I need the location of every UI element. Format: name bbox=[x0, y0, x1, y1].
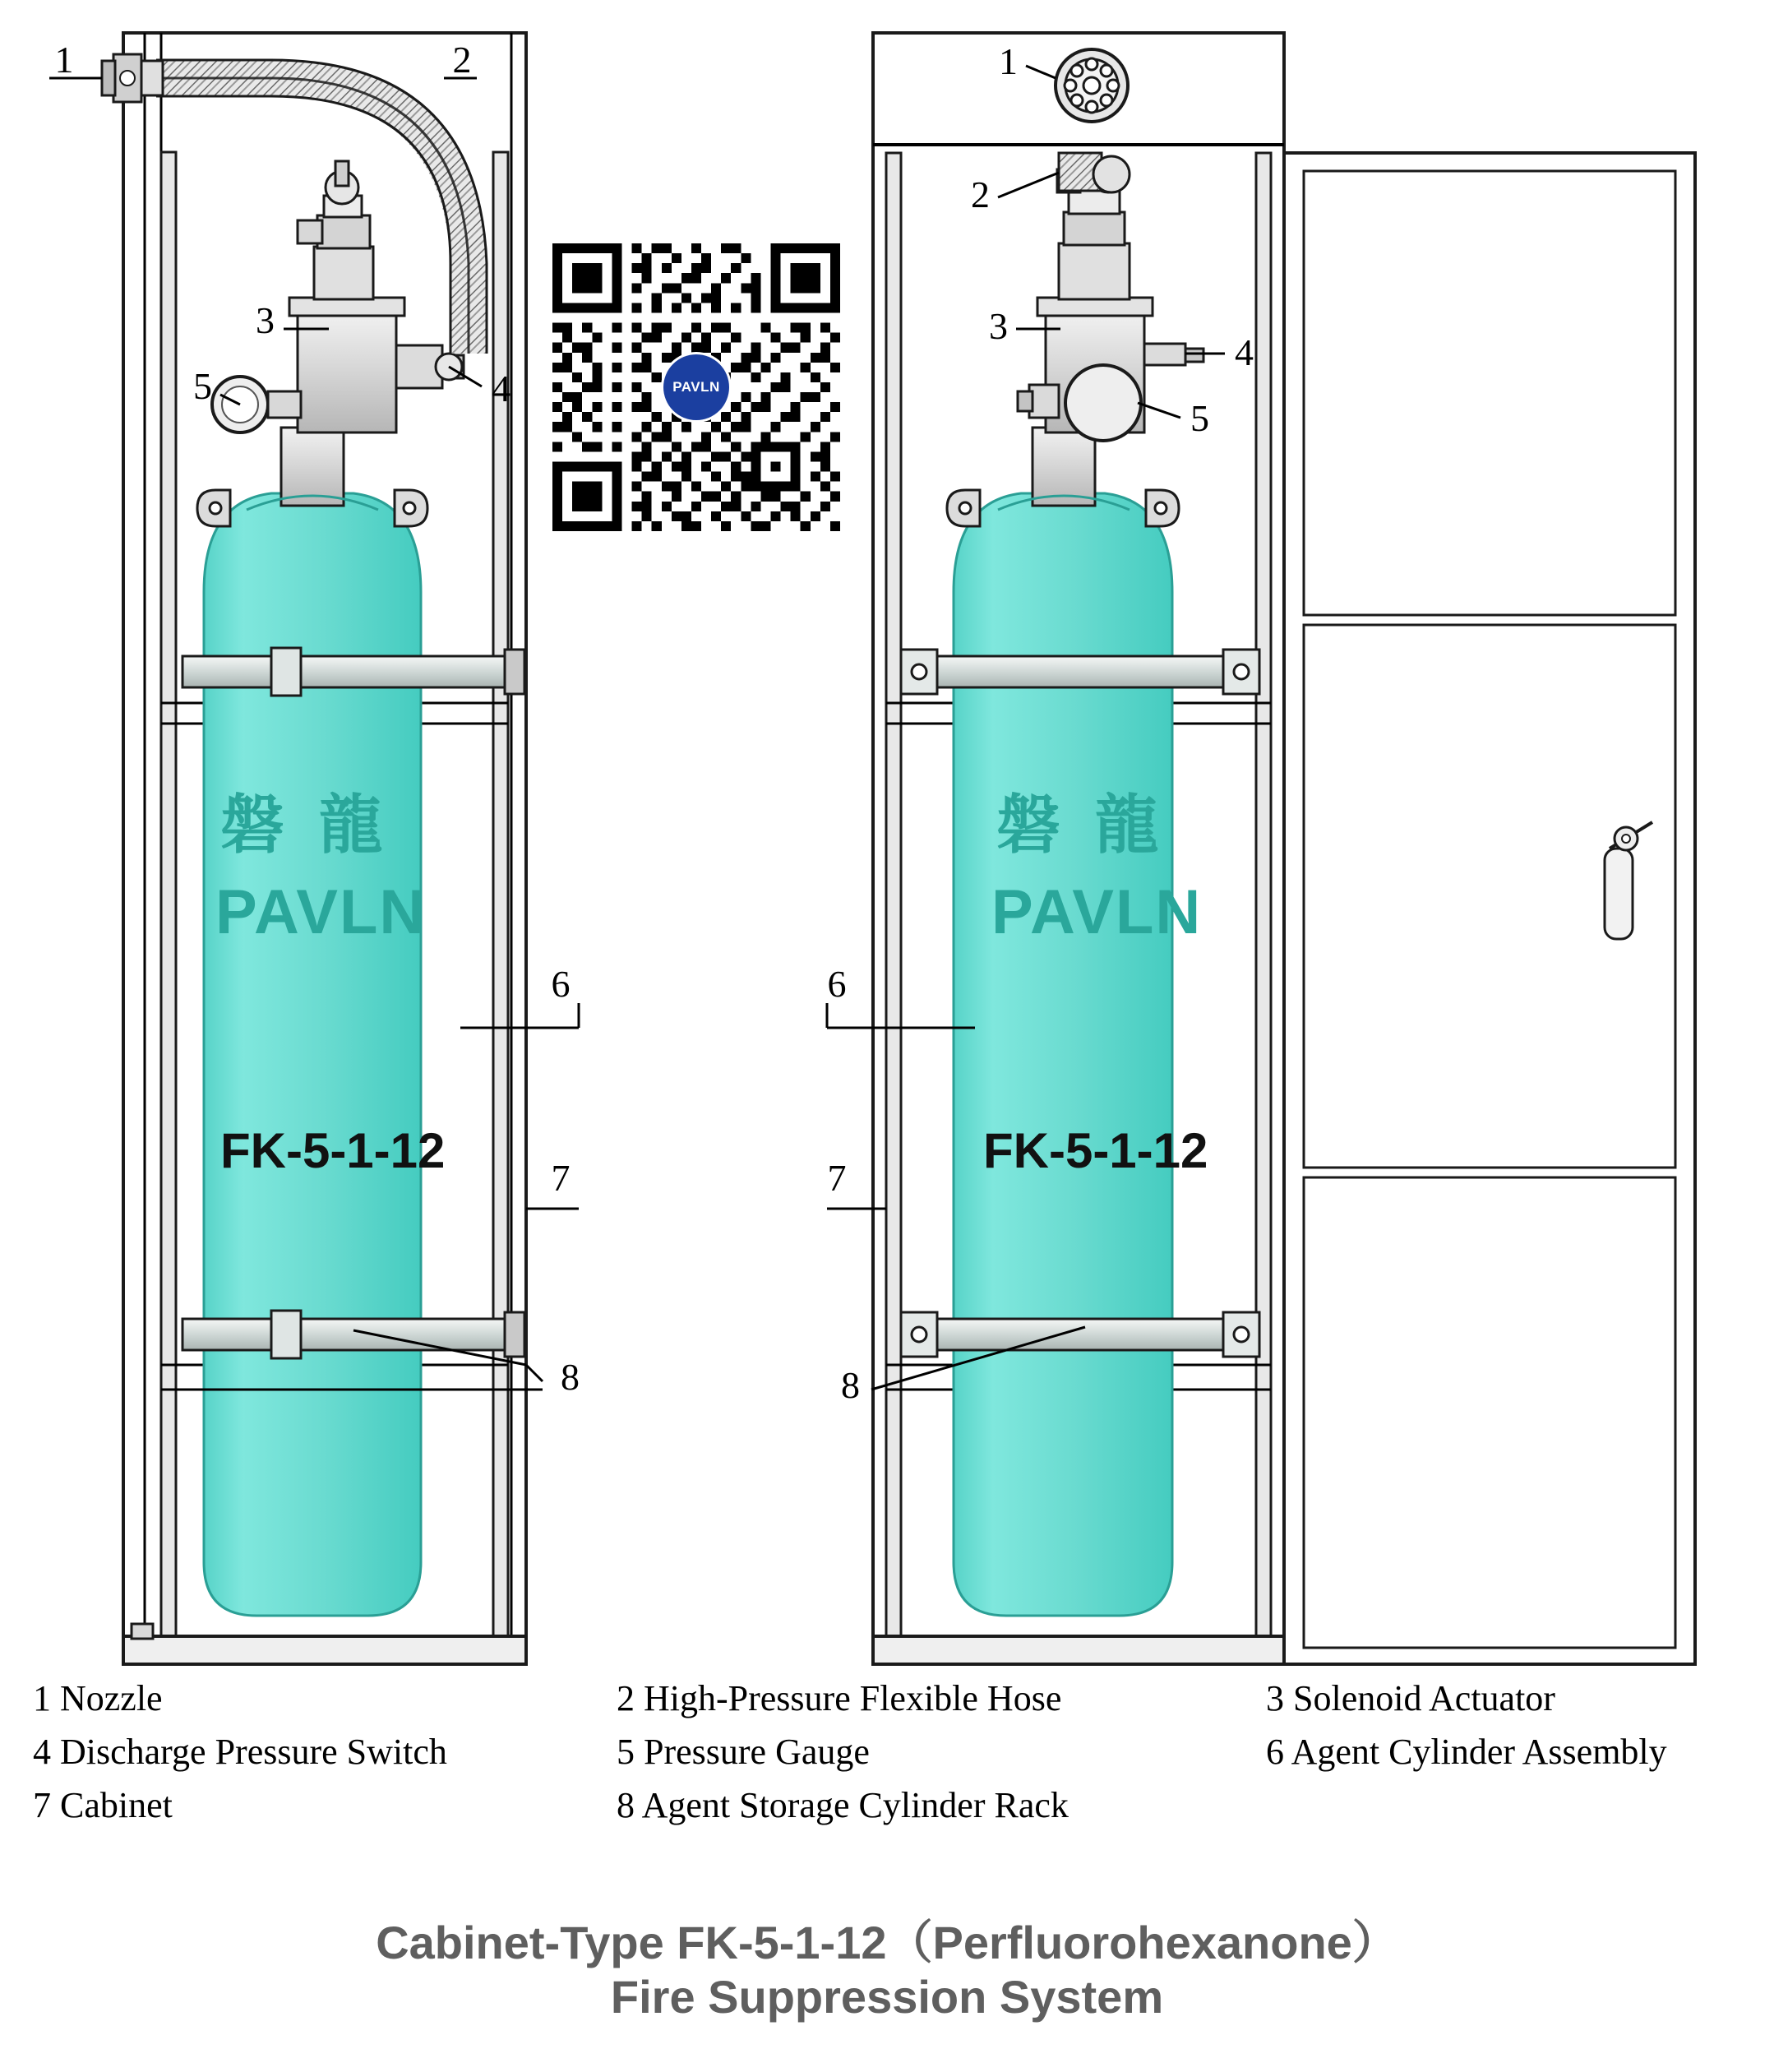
callout-right-8: 8 bbox=[841, 1364, 860, 1406]
callout-right-4: 4 bbox=[1235, 331, 1254, 373]
callout-right-6: 6 bbox=[827, 963, 847, 1005]
legend-item-8: 8 Agent Storage Cylinder Rack bbox=[617, 1785, 1069, 1825]
callout-left-2: 2 bbox=[452, 39, 472, 81]
callout-right-3: 3 bbox=[989, 305, 1008, 347]
nozzle-left bbox=[102, 54, 163, 102]
cylinder-brand-en-left: PAVLN bbox=[215, 877, 427, 947]
callout-left-1: 1 bbox=[54, 39, 74, 81]
door-section-bottom bbox=[1304, 1177, 1675, 1648]
callout-left-3: 3 bbox=[256, 299, 275, 341]
legend-item-3: 3 Solenoid Actuator bbox=[1266, 1678, 1555, 1718]
legend-row bbox=[33, 1784, 1759, 1826]
cylinder-rack-band-right-bottom bbox=[901, 1312, 1259, 1357]
nozzle-right bbox=[1056, 49, 1128, 122]
cylinder-neck-right bbox=[1033, 428, 1095, 506]
cylinder-neck-left bbox=[281, 428, 344, 506]
cabinet-right-upright-b bbox=[1256, 153, 1271, 1636]
legend-row bbox=[33, 1731, 1759, 1773]
cylinder-brand-cn-right: 磐 龍 bbox=[996, 789, 1167, 861]
qr-center-logo: PAVLN bbox=[663, 354, 729, 420]
right-cabinet-view bbox=[827, 33, 1695, 1664]
discharge-pressure-switch-right bbox=[1144, 344, 1185, 365]
callout-left-7: 7 bbox=[551, 1157, 571, 1199]
page-title-line2: Fire Suppression System bbox=[610, 1971, 1164, 2023]
cylinder-brand-en-right: PAVLN bbox=[991, 877, 1203, 947]
leader-left-8b bbox=[526, 1365, 543, 1381]
cylinder-brand-cn-left: 磐 龍 bbox=[220, 789, 391, 861]
door-section-top bbox=[1304, 171, 1675, 615]
callout-right-7: 7 bbox=[827, 1157, 847, 1199]
cylinder-rack-band-left-top bbox=[182, 648, 524, 696]
qr-code[interactable] bbox=[552, 243, 840, 531]
cylinder-agent-left: FK-5-1-12 bbox=[220, 1123, 446, 1178]
legend-item-7: 7 Cabinet bbox=[33, 1785, 173, 1825]
legend-item-1: 1 Nozzle bbox=[33, 1678, 163, 1718]
cabinet-base-right bbox=[873, 1636, 1284, 1664]
page-title bbox=[0, 1916, 1774, 2024]
cabinet-base-left bbox=[123, 1636, 526, 1664]
legend-item-2: 2 High-Pressure Flexible Hose bbox=[617, 1678, 1062, 1718]
cabinet-right-upright-a bbox=[886, 153, 901, 1636]
callout-left-6: 6 bbox=[551, 963, 571, 1005]
callout-left-8: 8 bbox=[561, 1356, 580, 1398]
legend-row bbox=[33, 1677, 1759, 1719]
callout-right-2: 2 bbox=[971, 173, 990, 215]
page-title-line1: Cabinet-Type FK-5-1-12（Perfluorohexanone） bbox=[376, 1917, 1398, 1968]
cabinet-left-upright bbox=[161, 152, 176, 1636]
callout-right-1: 1 bbox=[999, 40, 1018, 82]
legend-item-4: 4 Discharge Pressure Switch bbox=[33, 1732, 447, 1772]
legend bbox=[33, 1677, 1759, 1838]
left-cabinet-view bbox=[49, 33, 580, 1664]
callout-left-4: 4 bbox=[492, 368, 510, 409]
cylinder-rack-band-left-bottom bbox=[182, 1311, 524, 1358]
callout-right-5: 5 bbox=[1190, 397, 1209, 439]
legend-item-6: 6 Agent Cylinder Assembly bbox=[1266, 1732, 1667, 1772]
legend-item-5: 5 Pressure Gauge bbox=[617, 1732, 870, 1772]
cylinder-agent-right: FK-5-1-12 bbox=[983, 1123, 1208, 1178]
cylinder-rack-band-right-top bbox=[901, 650, 1259, 694]
callout-left-5: 5 bbox=[193, 365, 212, 407]
pressure-gauge-right bbox=[1065, 365, 1141, 441]
